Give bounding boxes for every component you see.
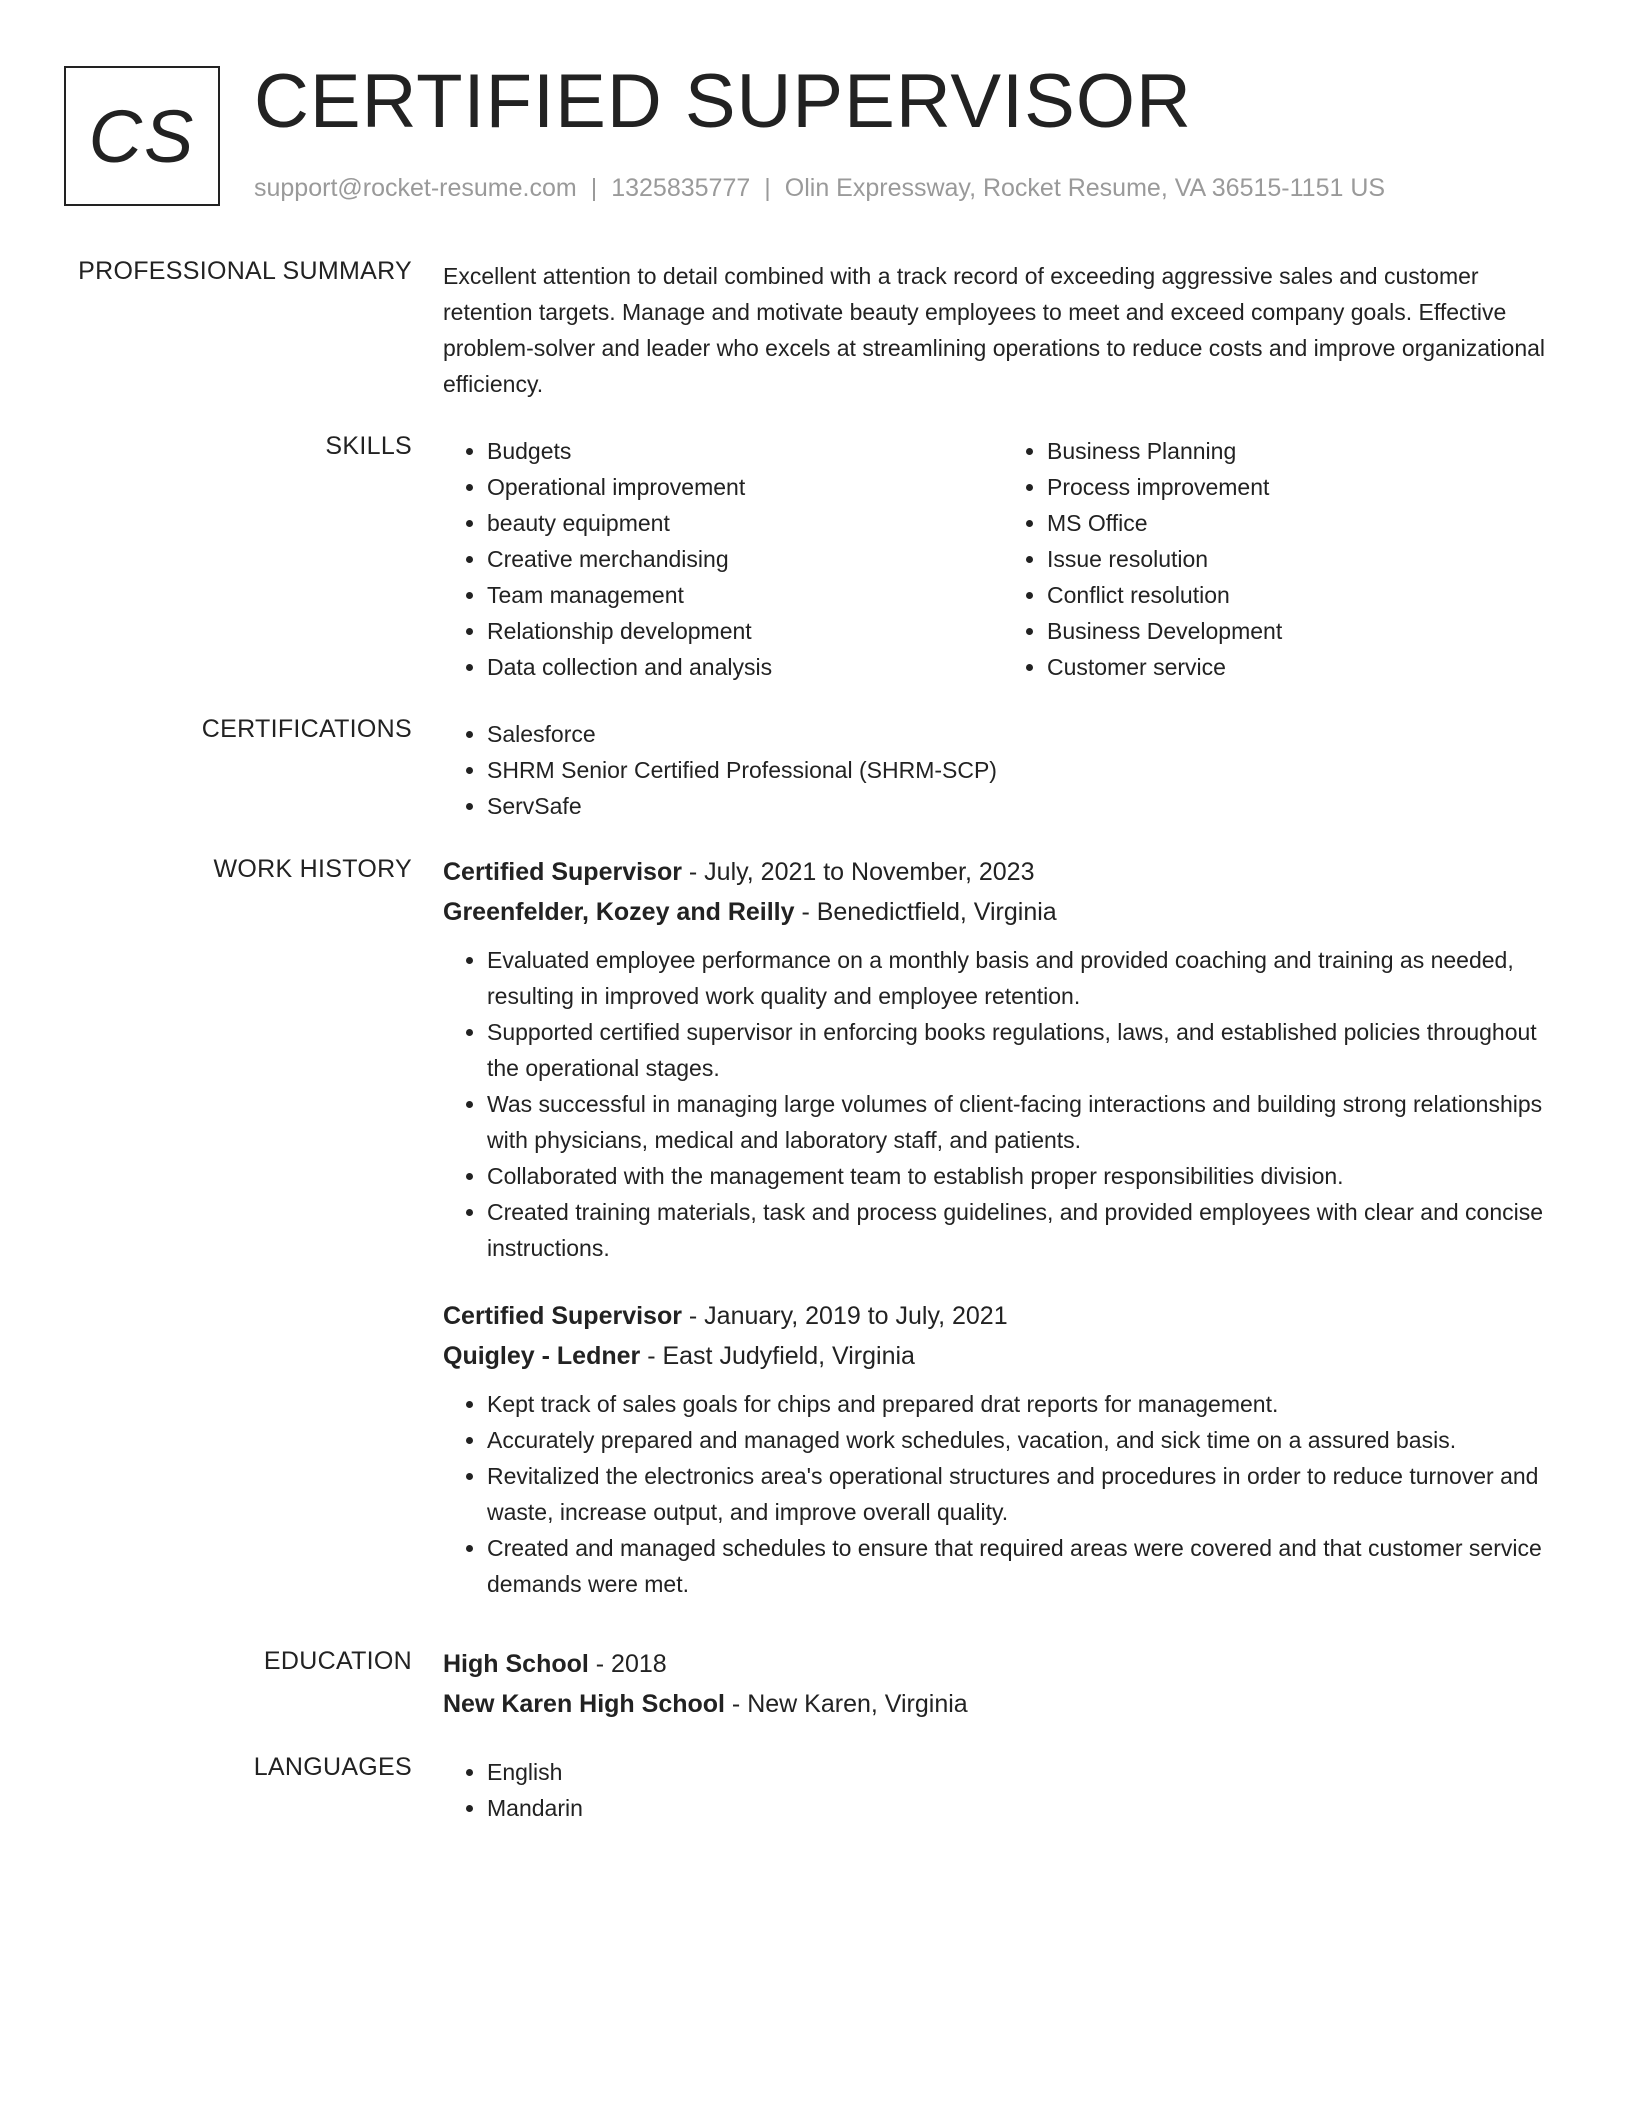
job-bullet: • Kept track of sales goals for chips and prepared drat reports for management. xyxy=(487,1386,1563,1422)
certifications-label: CERTIFICATIONS xyxy=(201,715,412,743)
skill-item: • Conflict resolution xyxy=(1047,577,1563,613)
job-bullet: • Created and managed schedules to ensure that required areas were covered and that customer service demands were met. xyxy=(487,1530,1563,1602)
resume-name: CERTIFIED SUPERVISOR xyxy=(254,59,1192,144)
education-degree: High School xyxy=(443,1650,589,1678)
job-company-line xyxy=(443,1336,1563,1376)
job-title: Certified Supervisor xyxy=(443,1302,682,1330)
education-year: - 2018 xyxy=(588,1650,667,1678)
job-bullet: • Was successful in managing large volumes of client-facing interactions and building strong relationships with physicians, medical and laboratory staff, and patients. xyxy=(487,1086,1563,1158)
job-company: Quigley - Ledner xyxy=(443,1342,641,1370)
languages-content xyxy=(443,1754,1563,1826)
work-history-label: WORK HISTORY xyxy=(213,855,412,883)
skill-item: • Relationship development xyxy=(487,613,1003,649)
job-location: - Benedictfield, Virginia xyxy=(794,898,1057,926)
skills-label: SKILLS xyxy=(325,432,412,460)
education-school: New Karen High School xyxy=(443,1690,725,1718)
work-history-content xyxy=(443,852,1563,1602)
job-dates: - January, 2019 to July, 2021 xyxy=(681,1302,1008,1330)
education-label: EDUCATION xyxy=(263,1647,412,1675)
summary-label: PROFESSIONAL SUMMARY xyxy=(78,257,412,285)
job-title-line xyxy=(443,1296,1563,1336)
certification-item: • Salesforce xyxy=(487,716,1563,752)
skill-item: • Budgets xyxy=(487,433,1003,469)
job-company-line xyxy=(443,892,1563,932)
education-location: - New Karen, Virginia xyxy=(724,1690,968,1718)
skill-item: • Data collection and analysis xyxy=(487,649,1003,685)
job-bullet: • Evaluated employee performance on a monthly basis and provided coaching and training as needed, resulting in improved work quality and employee retention. xyxy=(487,942,1563,1014)
job-bullet: • Supported certified supervisor in enforcing books regulations, laws, and established policies throughout the operational stages. xyxy=(487,1014,1563,1086)
language-item: • English xyxy=(487,1754,1563,1790)
job-entry xyxy=(443,852,1563,1266)
certification-item: • SHRM Senior Certified Professional (SHRM-SCP) xyxy=(487,752,1563,788)
language-item: • Mandarin xyxy=(487,1790,1563,1826)
skill-item: • Business Development xyxy=(1047,613,1563,649)
job-bullets xyxy=(443,942,1563,1266)
job-bullet: • Accurately prepared and managed work schedules, vacation, and sick time on a assured basis. xyxy=(487,1422,1563,1458)
contact-phone[interactable]: 1325835777 xyxy=(611,174,751,202)
skills-list-right xyxy=(1003,433,1563,685)
certifications-content xyxy=(443,716,1563,824)
contact-line xyxy=(254,174,1385,203)
skill-item: • Creative merchandising xyxy=(487,541,1003,577)
certifications-list xyxy=(443,716,1563,824)
skill-item: • Process improvement xyxy=(1047,469,1563,505)
job-bullets xyxy=(443,1386,1563,1602)
skill-item: • Business Planning xyxy=(1047,433,1563,469)
contact-separator: | xyxy=(590,174,598,202)
skill-item: • MS Office xyxy=(1047,505,1563,541)
skill-item: • Team management xyxy=(487,577,1003,613)
education-content xyxy=(443,1644,1563,1724)
job-title-line xyxy=(443,852,1563,892)
education-degree-line xyxy=(443,1644,1563,1684)
languages-label: LANGUAGES xyxy=(253,1753,412,1781)
languages-list xyxy=(443,1754,1563,1826)
job-bullet: • Collaborated with the management team to establish proper responsibilities division. xyxy=(487,1158,1563,1194)
skill-item: • Customer service xyxy=(1047,649,1563,685)
job-bullet: • Created training materials, task and process guidelines, and provided employees with clear and concise instructions. xyxy=(487,1194,1563,1266)
summary-text: Excellent attention to detail combined with a track record of exceeding aggressive sales and customer retention targets. Manage and motivate beauty employees to meet and exceed company goals. Effective problem-solver and leader who excels at streamlining operations to reduce costs and improve organizational efficiency. xyxy=(443,263,1546,397)
skills-list-left xyxy=(443,433,1003,685)
job-entry xyxy=(443,1296,1563,1602)
job-bullet: • Revitalized the electronics area's operational structures and procedures in order to reduce turnover and waste, increase output, and improve overall quality. xyxy=(487,1458,1563,1530)
contact-address: Olin Expressway, Rocket Resume, VA 36515-1151 US xyxy=(784,174,1386,202)
monogram-initials: CS xyxy=(64,66,220,206)
skill-item: • Operational improvement xyxy=(487,469,1003,505)
job-title: Certified Supervisor xyxy=(443,858,682,886)
job-location: - East Judyfield, Virginia xyxy=(640,1342,915,1370)
education-school-line xyxy=(443,1684,1563,1724)
job-company: Greenfelder, Kozey and Reilly xyxy=(443,898,795,926)
skill-item: • Issue resolution xyxy=(1047,541,1563,577)
job-dates: - July, 2021 to November, 2023 xyxy=(681,858,1035,886)
skill-item: • beauty equipment xyxy=(487,505,1003,541)
skills-content xyxy=(443,433,1563,685)
certification-item: • ServSafe xyxy=(487,788,1563,824)
contact-separator: | xyxy=(764,174,771,202)
contact-email[interactable]: support@rocket-resume.com xyxy=(254,174,577,202)
